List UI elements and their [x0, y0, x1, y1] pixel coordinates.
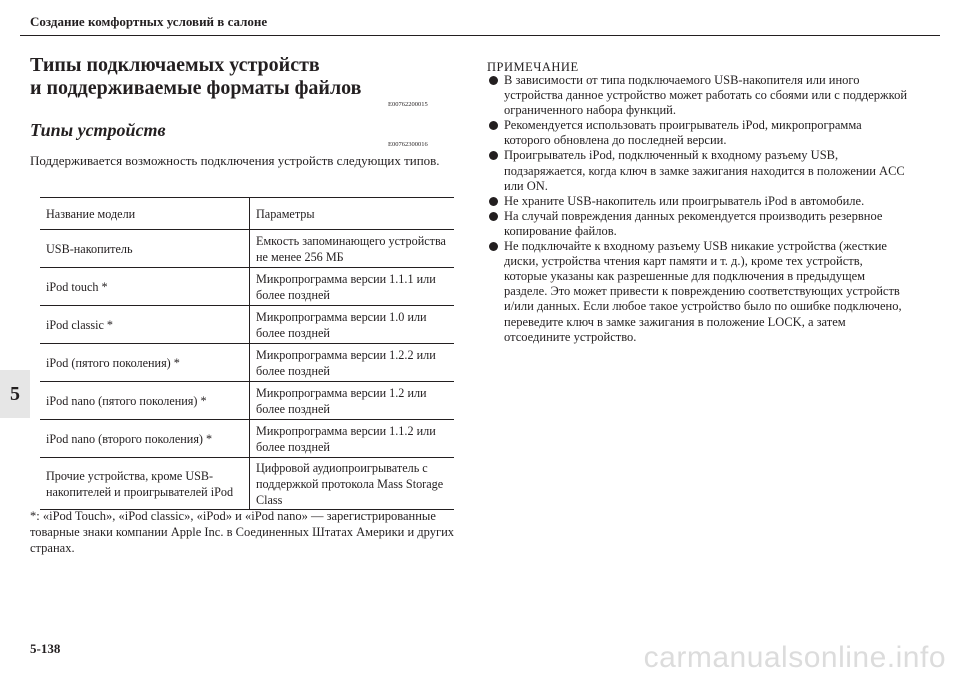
table-header-row — [40, 198, 454, 230]
bullet-icon — [489, 212, 498, 221]
note-text: Не храните USB-накопитель или проигрыватель iPod в автомобиле. — [504, 193, 865, 208]
table-row — [40, 230, 454, 268]
device-table — [40, 197, 454, 510]
table-header-params: Параметры — [250, 198, 455, 230]
table-cell-model: iPod touch * — [40, 268, 250, 306]
table-cell-model: iPod nano (пятого поколения) * — [40, 382, 250, 420]
bullet-icon — [489, 242, 498, 251]
note-item — [487, 194, 907, 209]
subsection-title: Типы устройств — [30, 120, 166, 140]
section-title-line-1: Типы подключаемых устройств — [30, 54, 320, 76]
watermark: carmanualsonline.info — [643, 641, 946, 674]
table-cell-model: USB-накопитель — [40, 230, 250, 268]
section-title-line-2: и поддерживаемые форматы файлов — [30, 77, 362, 99]
bullet-icon — [489, 151, 498, 160]
bullet-icon — [489, 121, 498, 130]
note-text: Рекомендуется использовать проигрыватель iPod, микропрограмма которого обновлена до последней версии. — [504, 118, 862, 148]
intro-text: Поддерживается возможность подключения устройств следующих типов. — [30, 153, 440, 168]
bullet-icon — [489, 76, 498, 85]
chapter-tab: 5 — [0, 370, 30, 418]
note-item — [487, 239, 907, 345]
section-code: E00762200015 — [388, 101, 428, 108]
note-item — [487, 73, 907, 118]
table-row — [40, 344, 454, 382]
table-cell-params: Микропрограмма версии 1.0 или более поздней — [250, 306, 455, 344]
section-title — [30, 54, 361, 100]
note-list — [487, 73, 907, 345]
page-number: 5-138 — [30, 641, 61, 656]
table-cell-params: Микропрограмма версии 1.1.2 или более поздней — [250, 420, 455, 458]
trademark-footnote: *: «iPod Touch», «iPod classic», «iPod» и «iPod nano» — зарегистрированные товарные знаки компании Apple Inc. в Соединенных Штатах Америки и других странах. — [30, 509, 455, 555]
note-item — [487, 148, 907, 193]
note-item — [487, 209, 907, 239]
table-cell-model: iPod classic * — [40, 306, 250, 344]
table-cell-params: Цифровой аудиопроигрыватель с поддержкой протокола Mass Storage Class — [250, 458, 455, 510]
note-text: Не подключайте к входному разъему USB никакие устройства (жесткие диски, устройства чтения карт памяти и т. д.), кроме тех устройств, которые указаны как разрешенные для подключения в предыдущем разделе. Это может привести к повреждению соответствующих устройств и/или данных. Если любое такое устройство было по ошибке подключено, переведите ключ в замке зажигания в положение LOCK, а затем отсоедините устройство. — [504, 239, 902, 344]
table-row — [40, 306, 454, 344]
table-header-model: Название модели — [40, 198, 250, 230]
table-cell-model: Прочие устройства, кроме USB-накопителей и проигрывателей iPod — [40, 458, 250, 510]
table-row — [40, 420, 454, 458]
table-row — [40, 382, 454, 420]
table-row — [40, 268, 454, 306]
table-cell-model: iPod (пятого поколения) * — [40, 344, 250, 382]
table-row — [40, 458, 454, 510]
table-cell-params: Микропрограмма версии 1.2.2 или более поздней — [250, 344, 455, 382]
table-cell-model: iPod nano (второго поколения) * — [40, 420, 250, 458]
note-text: На случай повреждения данных рекомендуется производить резервное копирование файлов. — [504, 208, 883, 238]
note-text: Проигрыватель iPod, подключенный к входному разъему USB, подзаряжается, когда ключ в замке зажигания находится в положении ACC или ON. — [504, 148, 905, 193]
note-item — [487, 118, 907, 148]
table-cell-params: Микропрограмма версии 1.2 или более поздней — [250, 382, 455, 420]
table-cell-params: Микропрограмма версии 1.1.1 или более поздней — [250, 268, 455, 306]
note-title: ПРИМЕЧАНИЕ — [487, 60, 579, 74]
bullet-icon — [489, 197, 498, 206]
note-text: В зависимости от типа подключаемого USB-накопителя или иного устройства данное устройство может работать со сбоями или с поддержкой ограниченного набора функций. — [504, 73, 908, 118]
subsection-code: E00762300016 — [388, 141, 428, 148]
header-divider — [20, 35, 940, 36]
table-cell-params: Емкость запоминающего устройства не менее 256 МБ — [250, 230, 455, 268]
running-header: Создание комфортных условий в салоне — [30, 14, 268, 29]
